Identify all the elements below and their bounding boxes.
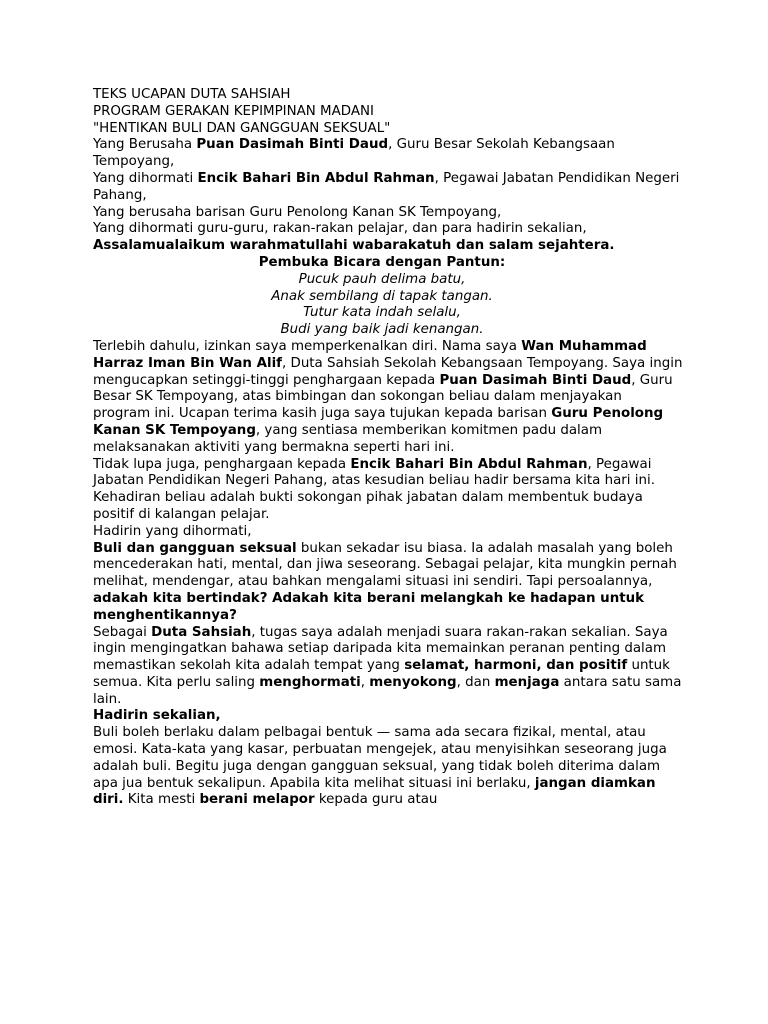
greeting-line-3: Yang berusaha barisan Guru Penolong Kanan SK Tempoyang, — [93, 204, 502, 220]
hadirin-address-1: Hadirin yang dihormati, — [93, 523, 252, 539]
greeting-line-1: Yang Berusaha Puan Dasimah Binti Daud, Guru Besar Sekolah Kebangsaan Tempoyang, — [93, 137, 615, 170]
program-name: PROGRAM GERAKAN KEPIMPINAN MADANI — [93, 103, 374, 119]
pantun-line: Pucuk pauh delima batu, — [298, 271, 466, 287]
bentuk-paragraph: Buli boleh berlaku dalam pelbagai bentuk — sama ada secara fizikal, mental, atau emosi. Kata-kata yang kasar, perbuatan mengejek, atau menyisihkan seseorang juga adalah buli. Begitu juga dengan gangguan seksual, yang tidak boleh diterima dalam apa jua bentuk sekalipun. Apabila kita melihat situasi ini berlaku, jangan diamkan diri. Kita mesti berani melapor kepada guru atau — [93, 725, 667, 808]
pantun-line: Tutur kata indah selalu, — [303, 305, 461, 321]
salam-greeting: Assalamualaikum warahmatullahi wabarakatuh dan salam sejahtera. — [93, 238, 615, 254]
greeting-line-4: Yang dihormati guru-guru, rakan-rakan pelajar, dan para hadirin sekalian, — [93, 221, 587, 237]
greeting-line-2: Yang dihormati Encik Bahari Bin Abdul Rahman, Pegawai Jabatan Pendidikan Negeri Pahang, — [93, 170, 680, 203]
buli-paragraph: Buli dan gangguan seksual bukan sekadar isu biasa. Ia adalah masalah yang boleh mencederakan hati, mental, dan jiwa seseorang. Sebagai pelajar, kita mungkin pernah melihat, mendengar, atau bahkan mengalami situasi ini sendiri. Tapi persoalannya, adakah kita bertindak? Adakah kita berani melangkah ke hadapan untuk menghentikannya? — [93, 540, 677, 623]
pantun-line: Anak sembilang di tapak tangan. — [271, 288, 493, 304]
program-heading — [93, 104, 683, 138]
thanks-paragraph: Tidak lupa juga, penghargaan kepada Encik Bahari Bin Abdul Rahman, Pegawai Jabatan Pendidikan Negeri Pahang, atas kesudian beliau hadir bersama kita hari ini. Kehadiran beliau adalah bukti sokongan pihak jabatan dalam membentuk budaya positif di kalangan pelajar. — [93, 456, 655, 522]
greetings — [93, 137, 683, 238]
pantun-line: Budi yang baik jadi kenangan. — [280, 322, 484, 338]
hadirin-address-2: Hadirin sekalian, — [93, 708, 221, 724]
pantun-block — [93, 255, 683, 339]
duta-paragraph: Sebagai Duta Sahsiah, tugas saya adalah menjadi suara rakan-rakan sekalian. Saya ingin mengingatkan bahawa setiap daripada kita memainkan peranan penting dalam memastikan sekolah kita adalah tempat yang selamat, harmoni, dan positif untuk semua. Kita perlu saling menghormati, menyokong, dan menjaga antara satu sama lain. — [93, 624, 682, 707]
program-theme: "HENTIKAN BULI DAN GANGGUAN SEKSUAL" — [93, 120, 391, 136]
document-title: TEKS UCAPAN DUTA SAHSIAH — [93, 87, 291, 102]
pantun-heading: Pembuka Bicara dengan Pantun: — [258, 254, 506, 270]
document-page — [93, 87, 683, 809]
intro-paragraph: Terlebih dahulu, izinkan saya memperkenalkan diri. Nama saya Wan Muhammad Harraz Iman Bin Wan Alif, Duta Sahsiah Sekolah Kebangsaan Tempoyang. Saya ingin mengucapkan setinggi-tinggi penghargaan kepada Puan Dasimah Binti Daud, Guru Besar SK Tempoyang, atas bimbingan dan sokongan beliau dalam menjayakan program ini. Ucapan terima kasih juga saya tujukan kepada barisan Guru Penolong Kanan SK Tempoyang, yang sentiasa memberikan komitmen padu dalam melaksanakan aktiviti yang bermakna seperti hari ini. — [93, 338, 683, 455]
